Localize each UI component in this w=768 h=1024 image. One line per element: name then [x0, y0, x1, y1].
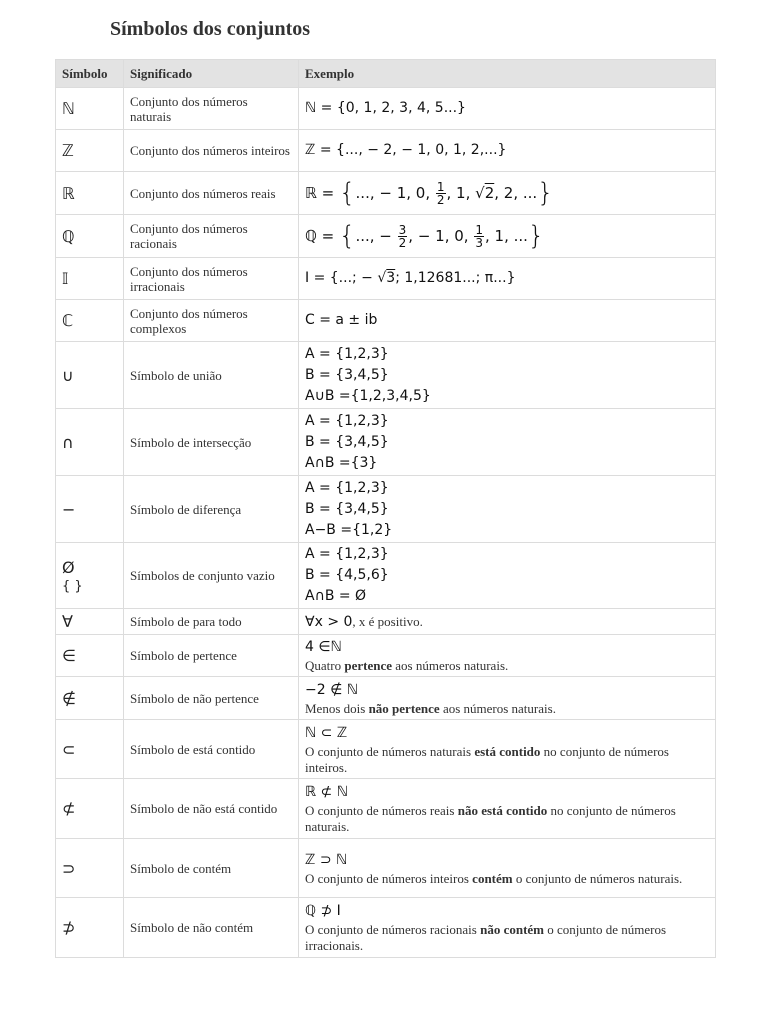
symbol-cell: ⊃ — [56, 839, 124, 898]
example-description: Quatro pertence aos números naturais. — [305, 658, 509, 673]
example-line: ℕ = {0, 1, 2, 3, 4, 5...} — [305, 100, 466, 116]
header-symbol: Símbolo — [56, 60, 124, 88]
example-line: A = {1,2,3} — [305, 546, 389, 562]
example-line: ℚ ⊅ I — [305, 903, 341, 919]
example-line: A∪B ={1,2,3,4,5} — [305, 387, 431, 404]
symbol-cell: ⊂ — [56, 720, 124, 779]
example-line: C = a ± ib — [305, 312, 378, 328]
table-row — [56, 130, 716, 172]
table-row — [56, 779, 716, 839]
example-formula: I = {...; − √3; 1,12681...; π...} — [305, 270, 516, 286]
table-row — [56, 677, 716, 720]
symbol-cell: ℂ — [56, 300, 124, 342]
meaning-cell: Conjunto dos números racionais — [124, 215, 299, 258]
symbol-cell — [56, 543, 124, 609]
table-row — [56, 215, 716, 258]
example-cell — [299, 779, 716, 839]
meaning-cell: Símbolo de união — [124, 342, 299, 409]
meaning-cell: Símbolo de não pertence — [124, 677, 299, 720]
meaning-cell: Símbolos de conjunto vazio — [124, 543, 299, 609]
example-cell — [299, 258, 716, 300]
example-line: B = {3,4,5} — [305, 500, 389, 517]
example-cell — [299, 609, 716, 635]
example-cell — [299, 839, 716, 898]
example-cell — [299, 342, 716, 409]
meaning-cell: Símbolo de está contido — [124, 720, 299, 779]
page-title: Símbolos dos conjuntos — [110, 18, 311, 40]
symbol-cell: ∉ — [56, 677, 124, 720]
symbol-cell: ∈ — [56, 635, 124, 677]
example-line: A∩B ={3} — [305, 454, 378, 471]
symbol-cell: ⊅ — [56, 898, 124, 958]
example-line: ℝ ⊄ ℕ — [305, 784, 348, 800]
table-row — [56, 476, 716, 543]
table-row — [56, 300, 716, 342]
symbol-cell: 𝕀 — [56, 258, 124, 300]
header-example: Exemplo — [299, 60, 716, 88]
example-description: O conjunto de números racionais não contém o conjunto de números irracionais. — [305, 922, 667, 953]
table-row — [56, 88, 716, 130]
table-row — [56, 839, 716, 898]
example-description: O conjunto de números reais não está contido no conjunto de números naturais. — [305, 803, 676, 834]
table-row — [56, 172, 716, 215]
meaning-cell: Símbolo de pertence — [124, 635, 299, 677]
table-row — [56, 720, 716, 779]
meaning-cell: Conjunto dos números complexos — [124, 300, 299, 342]
example-line: B = {3,4,5} — [305, 366, 389, 383]
example-cell — [299, 409, 716, 476]
table-header-row — [56, 60, 716, 88]
example-line: −2 ∉ ℕ — [305, 681, 358, 698]
table-row — [56, 635, 716, 677]
example-line: B = {3,4,5} — [305, 433, 389, 450]
example-line: ℕ ⊂ ℤ — [305, 724, 348, 741]
symbol-cell: ∩ — [56, 409, 124, 476]
example-line: A∩B = Ø — [305, 588, 367, 604]
table-row — [56, 342, 716, 409]
example-line: A−B ={1,2} — [305, 521, 393, 538]
fraction: $\frac{1}{2}$ — [436, 179, 445, 207]
meaning-cell: Símbolo de intersecção — [124, 409, 299, 476]
meaning-cell: Símbolo de não contém — [124, 898, 299, 958]
example-description: O conjunto de números naturais está contido no conjunto de números inteiros. — [305, 743, 669, 775]
symbol-cell: ⊄ — [56, 779, 124, 839]
example-formula: ℝ = {..., − 1, 0, $\frac{1}{2}$ , 1, √2, 2, ...} — [305, 177, 554, 208]
example-line: ∀x > 0, x é positivo. — [305, 613, 423, 630]
fraction: $\frac{3}{2}$ — [398, 222, 407, 250]
fraction: $\frac{1}{3}$ — [475, 222, 483, 250]
example-cell — [299, 898, 716, 958]
example-cell — [299, 543, 716, 609]
example-cell — [299, 130, 716, 172]
table-row — [56, 609, 716, 635]
symbol-cell: ℚ — [56, 215, 124, 258]
example-cell — [299, 677, 716, 720]
example-line: A = {1,2,3} — [305, 479, 389, 496]
meaning-cell: Símbolo de contém — [124, 839, 299, 898]
table-row — [56, 258, 716, 300]
example-line: A = {1,2,3} — [305, 412, 389, 429]
symbol-cell: ℕ — [56, 88, 124, 130]
meaning-cell: Conjunto dos números reais — [124, 172, 299, 215]
example-line: B = {4,5,6} — [305, 567, 389, 583]
example-line: A = {1,2,3} — [305, 345, 389, 362]
example-cell — [299, 635, 716, 677]
example-cell — [299, 720, 716, 779]
example-cell — [299, 476, 716, 543]
meaning-cell: Símbolo de não está contido — [124, 779, 299, 839]
meaning-cell: Conjunto dos números irracionais — [124, 258, 299, 300]
table-row — [56, 543, 716, 609]
example-cell — [299, 172, 716, 215]
header-meaning: Significado — [124, 60, 299, 88]
symbol-cell: ∀ — [56, 609, 124, 635]
table-row — [56, 898, 716, 958]
symbol-cell: − — [56, 476, 124, 543]
symbol-cell: ℝ — [56, 172, 124, 215]
example-cell — [299, 215, 716, 258]
meaning-cell: Conjunto dos números naturais — [124, 88, 299, 130]
example-line: 4 ∈ℕ — [305, 639, 342, 655]
meaning-cell: Símbolo de para todo — [124, 609, 299, 635]
example-formula: ℚ = {..., − $\frac{3}{2}$ , − 1, 0, $\frac{1}{3}$ , 1, ...} — [305, 220, 545, 251]
example-description: Menos dois não pertence aos números naturais. — [305, 700, 556, 716]
empty-set-symbol: Ø — [62, 557, 75, 577]
meaning-cell: Conjunto dos números inteiros — [124, 130, 299, 172]
example-description: O conjunto de números inteiros contém o conjunto de números naturais. — [305, 870, 683, 886]
symbol-cell: ℤ — [56, 130, 124, 172]
meaning-cell: Símbolo de diferença — [124, 476, 299, 543]
empty-braces-symbol: { } — [62, 578, 83, 594]
example-line: ℤ = {..., − 2, − 1, 0, 1, 2,...} — [305, 142, 507, 158]
example-cell — [299, 300, 716, 342]
symbol-cell: ∪ — [56, 342, 124, 409]
example-line: ℤ ⊃ ℕ — [305, 851, 348, 868]
set-symbols-table — [55, 59, 716, 958]
table-row — [56, 409, 716, 476]
example-cell — [299, 88, 716, 130]
